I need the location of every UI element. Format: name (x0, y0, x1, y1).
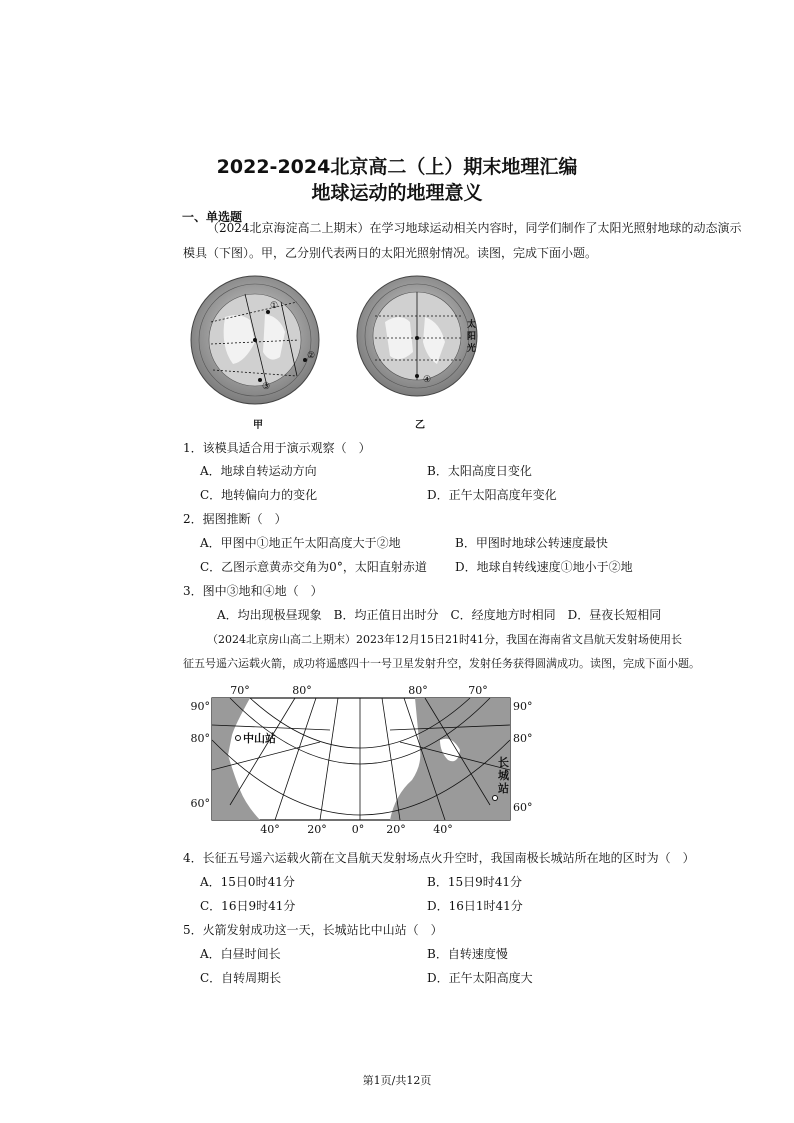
bottom-label-40w: 40° (260, 823, 280, 836)
q5-option-b: B．自转速度慢 (427, 947, 508, 961)
passage2-line1: （2024北京房山高二上期末）2023年12月15日21时41分，我国在海南省文昌航天发射场使用长 (207, 633, 682, 646)
q1-option-d: D．正午太阳高度年变化 (427, 488, 557, 502)
bottom-label-40e: 40° (433, 823, 453, 836)
bottom-label-20e: 20° (386, 823, 406, 836)
top-label-80w: 80° (292, 684, 312, 697)
left-label-90: 90° (190, 700, 210, 713)
sun-label-2: 阳 (467, 332, 477, 342)
changcheng-station-dot (493, 796, 498, 801)
mark-1: ① (270, 301, 279, 311)
q3-options: A．均出现极昼现象 B．均正值日出时分 C．经度地方时相同 D．昼夜长短相同 (217, 608, 662, 622)
antarctic-map (190, 680, 535, 838)
zhongshan-station-label: 中山站 (243, 732, 276, 745)
section-label: 一、单选题 (182, 210, 243, 224)
changcheng-station-label-1: 长 (498, 756, 509, 769)
q2-option-b: B．甲图时地球公转速度最快 (455, 536, 608, 550)
mark-2: ② (307, 351, 316, 361)
q4-option-b: B．15日9时41分 (427, 875, 522, 889)
q5-option-d: D．正午太阳高度大 (427, 971, 533, 985)
globe-yi (357, 276, 477, 396)
changcheng-station-label-3: 站 (498, 782, 509, 795)
document-subtitle: 地球运动的地理意义 (311, 182, 483, 204)
q5-option-a: A．白昼时间长 (200, 947, 281, 961)
q3-stem: 3．图中③地和④地（ ） (183, 584, 323, 598)
q4-stem: 4．长征五号遥六运载火箭在文昌航天发射场点火升空时，我国南极长城站所在地的区时为（ ） (183, 851, 695, 865)
passage2-line2: 征五号遥六运载火箭，成功将遥感四十一号卫星发射升空，发射任务获得圆满成功。读图，完成下面小题。 (183, 657, 700, 670)
passage1-line1: （2024北京海淀高二上期末）在学习地球运动相关内容时，同学们制作了太阳光照射地球的动态演示 (207, 221, 742, 235)
changcheng-station-label-2: 城 (498, 769, 509, 782)
top-label-80e: 80° (408, 684, 428, 697)
right-label-80: 80° (513, 732, 533, 745)
sun-label-3: 光 (467, 344, 477, 354)
right-label-60: 60° (513, 801, 533, 814)
bottom-label-20w: 20° (307, 823, 327, 836)
left-label-60: 60° (190, 797, 210, 810)
q4-option-d: D．16日1时41分 (427, 899, 523, 913)
mark-4: ④ (423, 375, 432, 385)
caption-jia: 甲 (253, 420, 263, 431)
caption-yi: 乙 (415, 420, 425, 431)
q4-option-c: C．16日9时41分 (200, 899, 296, 913)
passage1-line2: 模具（下图）。甲，乙分别代表两日的太阳光照射情况。读图，完成下面小题。 (183, 246, 598, 260)
q5-stem: 5．火箭发射成功这一天，长城站比中山站（ ） (183, 923, 443, 937)
top-label-70w: 70° (230, 684, 250, 697)
sun-label-1: 太 (467, 320, 477, 330)
globe-figure (185, 272, 485, 432)
q4-option-a: A．15日0时41分 (200, 875, 295, 889)
q1-option-c: C．地转偏向力的变化 (200, 488, 318, 502)
left-label-80: 80° (190, 732, 210, 745)
bottom-label-0: 0° (351, 823, 365, 836)
document-title: 2022-2024北京高二（上）期末地理汇编 (216, 156, 578, 178)
q1-stem: 1．该模具适合用于演示观察（ ） (183, 441, 371, 455)
mark-3: ③ (262, 382, 271, 392)
q5-option-c: C．自转周期长 (200, 971, 282, 985)
top-label-70e: 70° (468, 684, 488, 697)
right-label-90: 90° (513, 700, 533, 713)
zhongshan-station-dot (236, 736, 241, 741)
globe-jia (191, 276, 319, 404)
q2-option-c: C．乙图示意黄赤交角为0°，太阳直射赤道 (200, 560, 427, 574)
q2-stem: 2．据图推断（ ） (183, 512, 287, 526)
page-number: 第1页/共12页 (362, 1074, 432, 1087)
q1-option-a: A．地球自转运动方向 (200, 464, 317, 478)
q2-option-d: D．地球自转线速度①地小于②地 (455, 560, 633, 574)
q1-option-b: B．太阳高度日变化 (427, 464, 532, 478)
q2-option-a: A．甲图中①地正午太阳高度大于②地 (200, 536, 401, 550)
